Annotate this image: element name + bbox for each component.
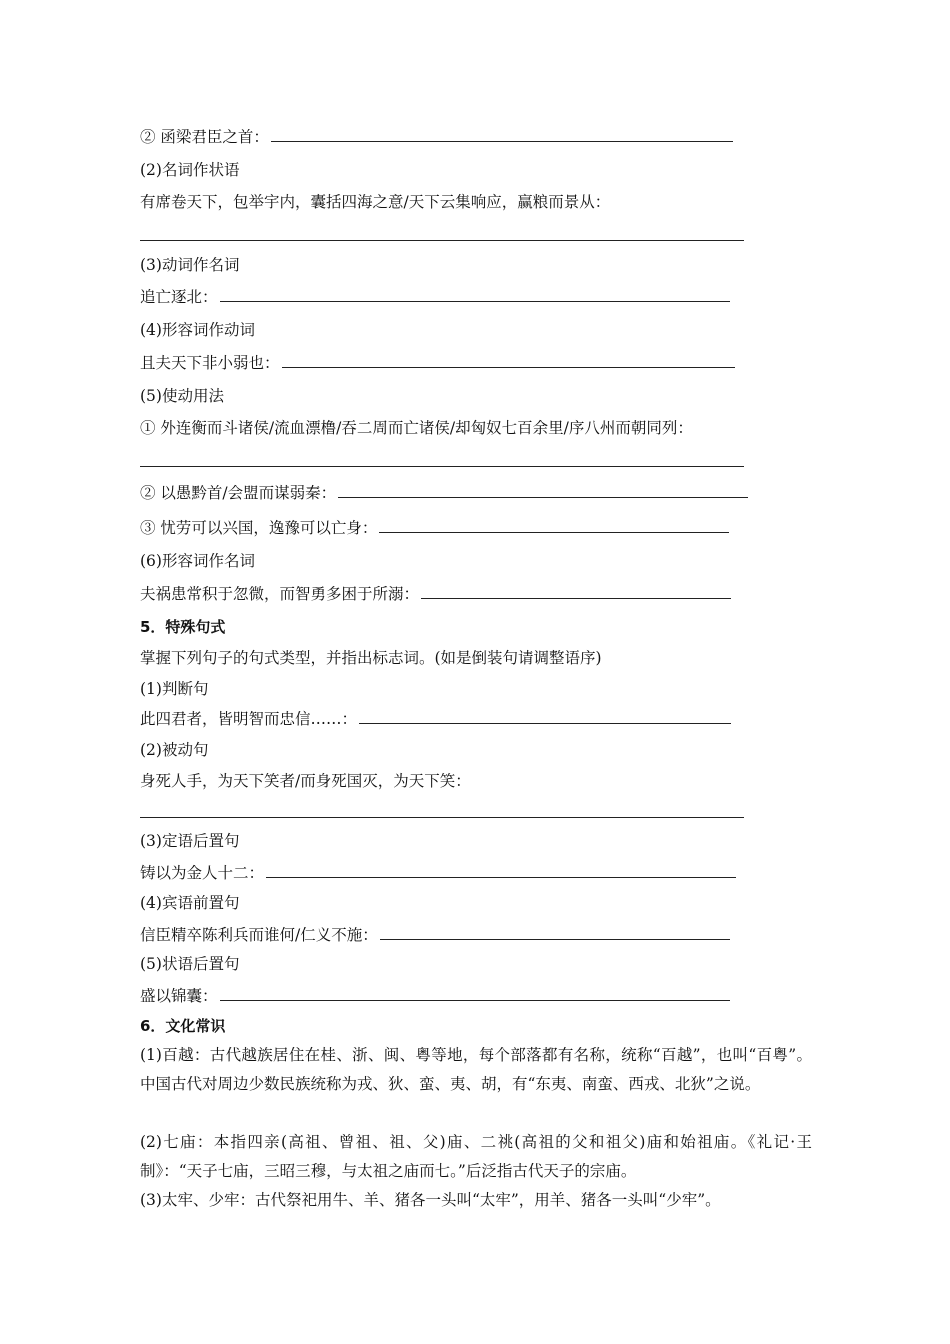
answer-blank[interactable] [380, 924, 730, 940]
question-line [140, 708, 731, 729]
culture-note-2: (2)七庙：本指四亲(高祖、曾祖、祖、父)庙、二祧(高祖的父和祖父)庙和始祖庙。《礼记·王制》：“天子七庙，三昭三穆，与太祖之庙而七。”后泛指古代天子的宗庙。 [140, 1133, 812, 1180]
question-text: 追亡逐北： [140, 288, 218, 306]
question-text: ② 函梁君臣之首： [140, 128, 269, 146]
subsection-heading: (3)定语后置句 [140, 832, 240, 850]
answer-blank[interactable] [140, 240, 744, 241]
culture-note-3: (3)太牢、少牢：古代祭祀用牛、羊、猪各一头叫“太牢”，用羊、猪各一头叫“少牢”。 [140, 1191, 721, 1209]
section-intro: 掌握下列句子的句式类型，并指出标志词。(如是倒装句请调整语序) [140, 649, 602, 667]
answer-blank[interactable] [220, 286, 730, 302]
subsection-heading: (4)宾语前置句 [140, 894, 240, 912]
answer-blank[interactable] [271, 126, 733, 142]
subsection-heading: (1)判断句 [140, 680, 209, 698]
subsection-heading: (5)状语后置句 [140, 955, 240, 973]
question-text: 此四君者，皆明智而忠信……： [140, 710, 358, 728]
answer-blank[interactable] [140, 466, 744, 467]
question-line [140, 352, 735, 373]
question-line [140, 482, 748, 503]
subsection-heading: (3)动词作名词 [140, 256, 240, 274]
answer-blank[interactable] [266, 862, 736, 878]
question-text: ① 外连衡而斗诸侯/流血漂橹/吞二周而亡诸侯/却匈奴七百余里/序八州而朝同列： [140, 419, 693, 437]
question-text: 铸以为金人十二： [140, 864, 265, 882]
answer-blank[interactable] [338, 482, 748, 498]
subsection-heading: (4)形容词作动词 [140, 321, 255, 339]
question-text: ③ 忧劳可以兴国，逸豫可以亡身： [140, 519, 378, 537]
section-heading-5: 5．特殊句式 [140, 618, 226, 636]
question-text: 身死人手，为天下笑者/而身死国灭，为天下笑： [140, 772, 471, 790]
question-line [140, 985, 730, 1006]
question-line [140, 924, 730, 945]
question-line [140, 862, 736, 883]
answer-blank[interactable] [379, 517, 729, 533]
subsection-heading: (2)名词作状语 [140, 161, 240, 179]
question-text: 有席卷天下，包举宇内，囊括四海之意/天下云集响应，赢粮而景从： [140, 193, 611, 211]
culture-note-1: (1)百越：古代越族居住在桂、浙、闽、粤等地，每个部落都有名称，统称“百越”，也叫“百粤”。中国古代对周边少数民族统称为戎、狄、蛮、夷、胡，有“东夷、南蛮、西戎、北狄”之说。 [140, 1046, 812, 1093]
subsection-heading: (6)形容词作名词 [140, 552, 255, 570]
question-text: ② 以愚黔首/会盟而谋弱秦： [140, 484, 337, 502]
answer-blank[interactable] [359, 708, 731, 724]
question-text: 夫祸患常积于忽微，而智勇多困于所溺： [140, 585, 420, 603]
question-text: 且夫天下非小弱也： [140, 354, 280, 372]
answer-blank[interactable] [220, 985, 730, 1001]
question-line [140, 583, 731, 604]
question-line [140, 517, 729, 538]
subsection-heading: (2)被动句 [140, 741, 209, 759]
question-text: 信臣精卒陈利兵而谁何/仁义不施： [140, 926, 378, 944]
question-line [140, 126, 733, 147]
question-line [140, 286, 730, 307]
answer-blank[interactable] [421, 583, 731, 599]
answer-blank[interactable] [140, 817, 744, 818]
subsection-heading: (5)使动用法 [140, 387, 224, 405]
question-text: 盛以锦囊： [140, 987, 218, 1005]
answer-blank[interactable] [282, 352, 735, 368]
section-heading-6: 6．文化常识 [140, 1017, 226, 1035]
